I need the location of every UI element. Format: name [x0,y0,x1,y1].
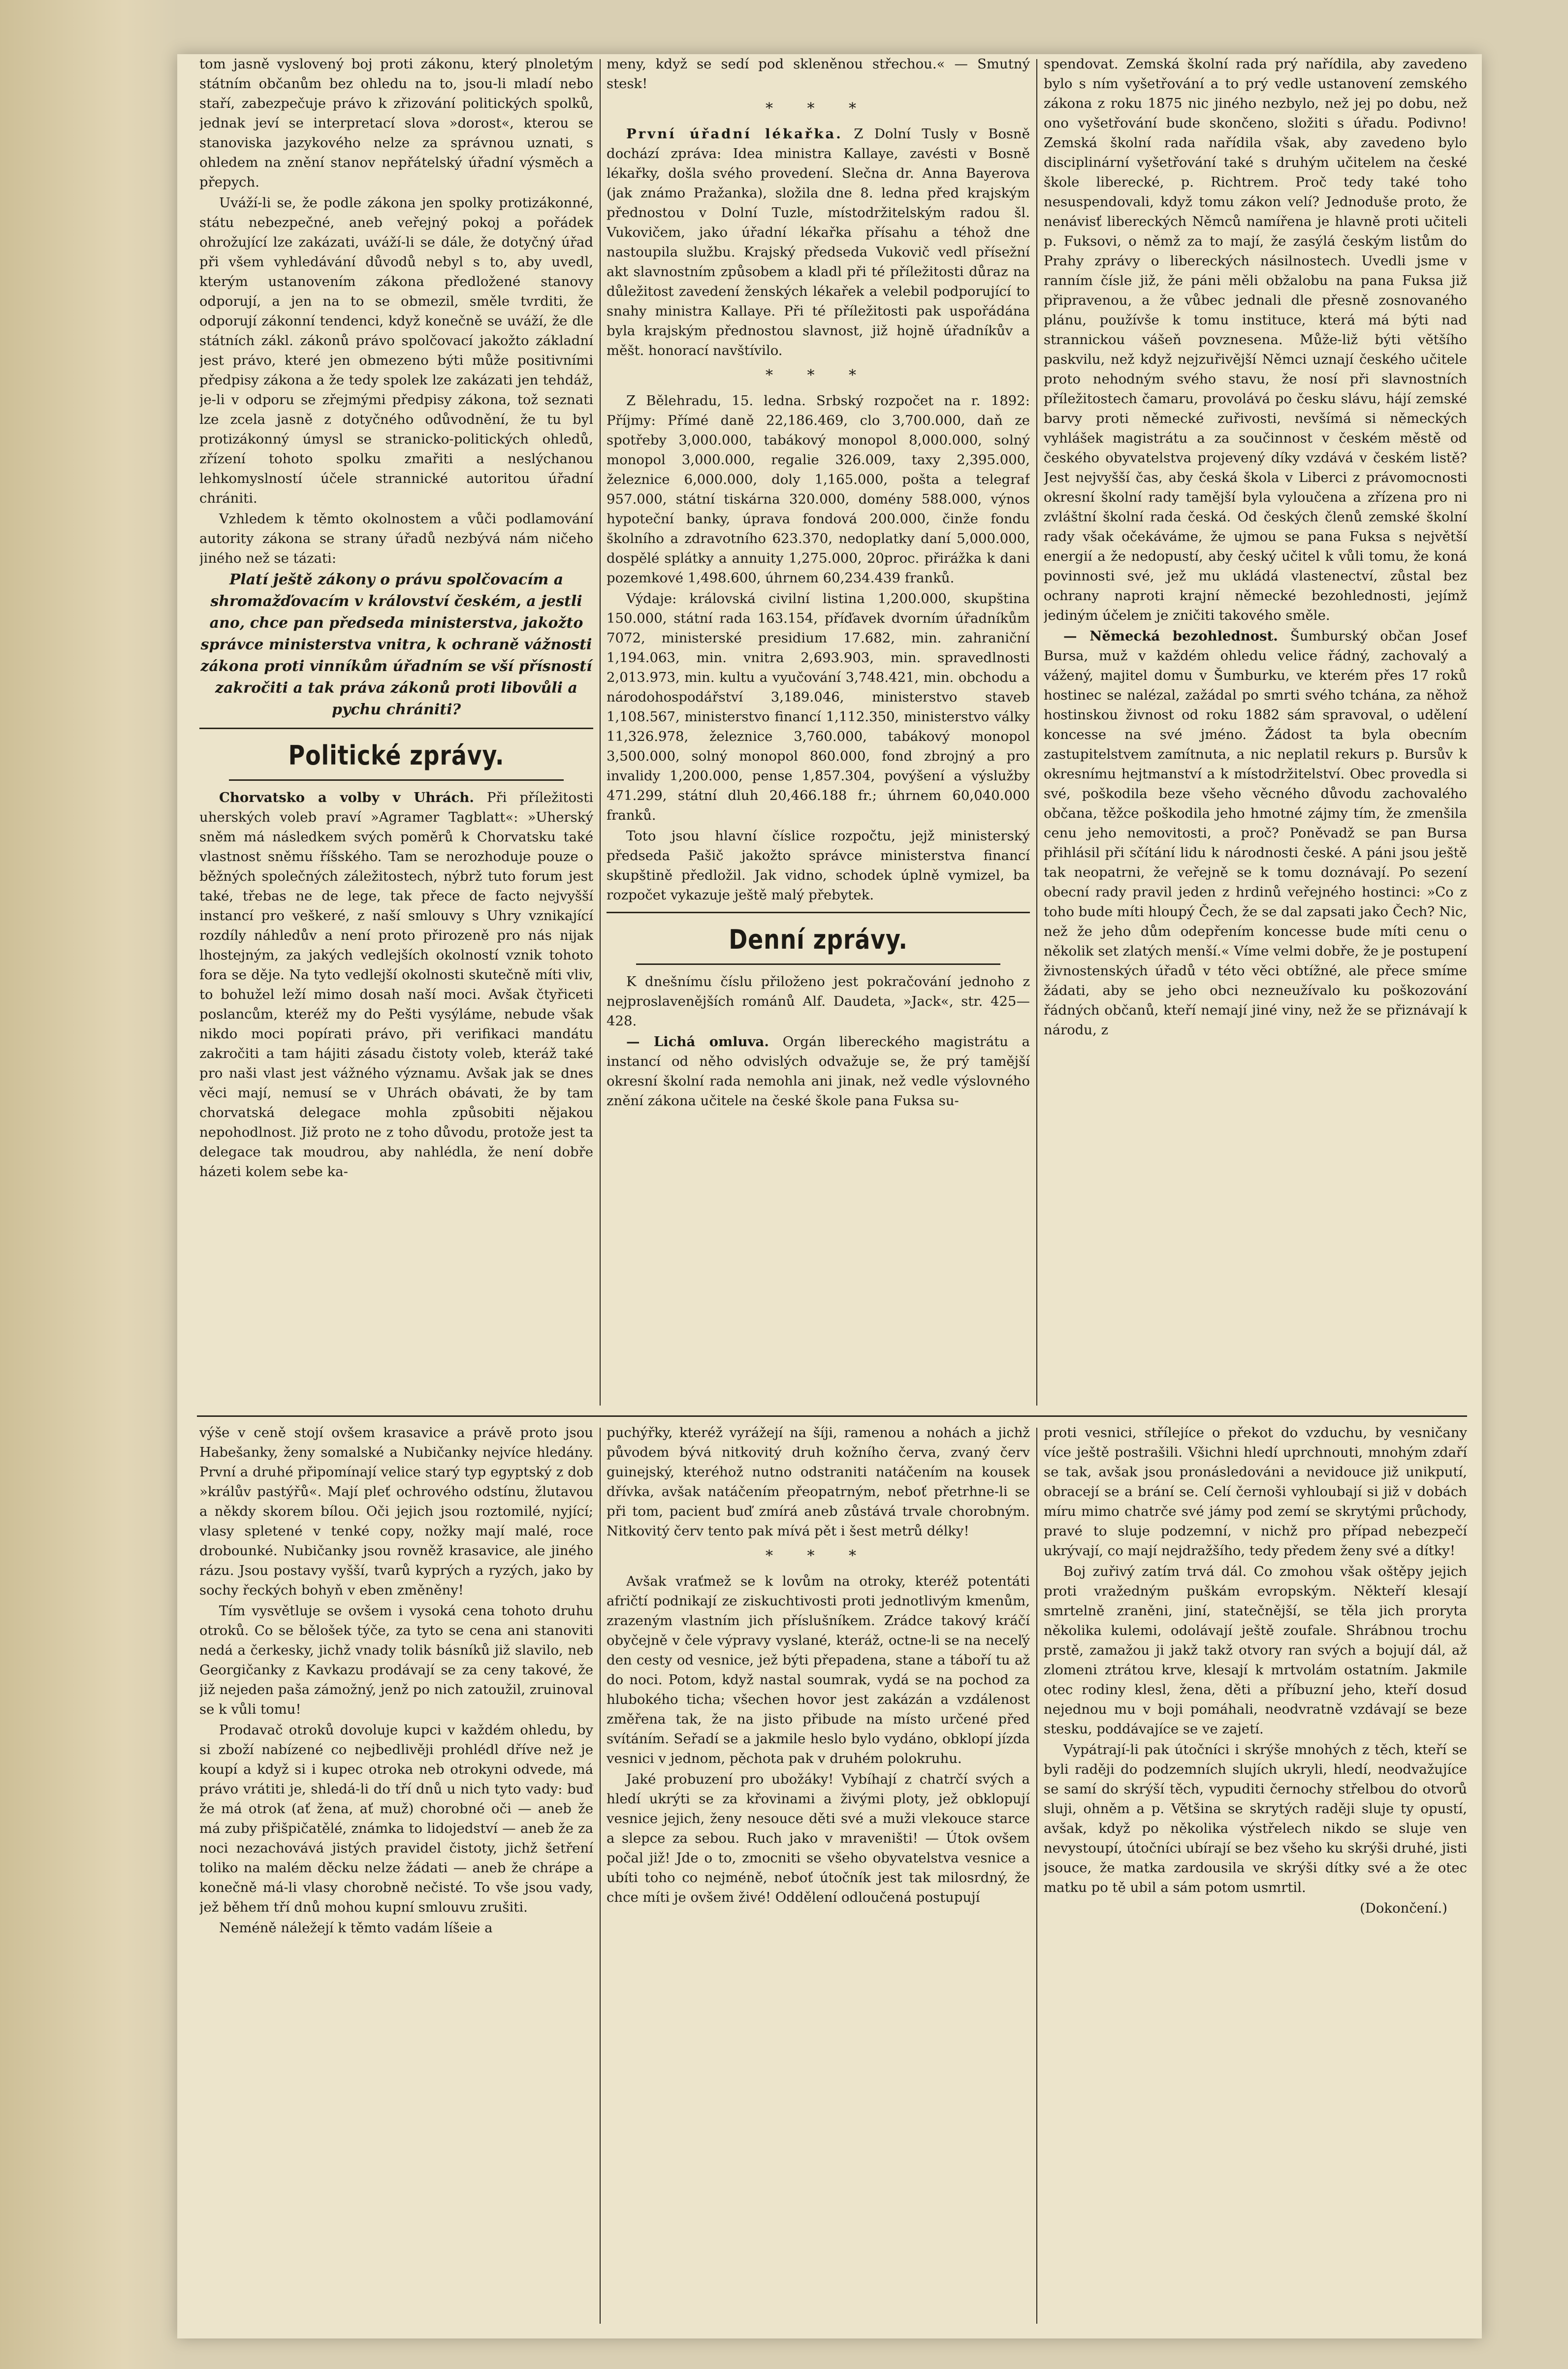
article-text: Vzhledem k těmto okolnostem a vůči podlamování autority zákona se strany úřadů nezbývá nám ničeho jiného než se tázati: [199,511,593,566]
article-lead: — Německá bezohlednost. [1063,628,1278,644]
separator-stars: * * * [765,1547,871,1565]
article-text: Vypátrají-li pak útočníci i skrýše mnohých z těch, kteří se byli raději do podzemních slujích ukryli, hledí, neodvažujíce se samí do skrýší těch, vypuditi černochy střelbou do otvorů sluji, ohněm a p. Většina se skrytých raději sluje ty opustí, avšak, když po několika výstřelech nikdo se sluje ven nevystoupí, útočníci ubírají se bez všeho ku skrýši druhé, jisti jsouce, že matka zardousila ve skrýši dítky své a že otec matku po tě ubil a sám potom usmrtil. [1044,1742,1467,1895]
feuilleton-divider [197,1415,1467,1417]
article-text: výše v ceně stojí ovšem krasavice a právě proto jsou Habešanky, ženy somalské a Nubičanky nejvíce hledány. První a druhé připomínají velice starý typ egyptský z dob »králův pastýřů«. Mají pleť ochrového odstínu, žlutavou a někdy skorem bílou. Oči jejich jsou roztomilé, nyjící; vlasy spletené v tenké copy, nožky mají malé, roce drobounké. Nubičanky jsou rovněž krasavice, ale jiného rázu. Jsou postavy vyšší, tvarů kyprých a ryzých, jako by sochy řeckých bohyň v eben změněny! [199,1425,593,1598]
section-heading-denni [607,912,1030,965]
feuilleton-column-3 [1044,1423,1467,2329]
column-rule [1036,59,1037,1406]
article-text: Jaké probuzení pro ubožáky! Vybíhají z chatrčí svých a hledí ukrýti se za křovinami a živými ploty, jež obklopují vesnice jejich, ženy nesouce děti své a muži vlekouce starce a slepce za sebou. Ruch jako v mraveništi! — Útok ovšem počal již! Jde o to, zmocniti se všeho obyvatelstva vesnice a ubíti toho co nejméně, neboť útočník jest tak milosrdný, že chce míti je ovšem živé! Oddělení odloučená postupují [607,1771,1030,1905]
article-text: Uváží-li se, že podle zákona jen spolky protizákonné, státu nebezpečné, aneb veřejný pokoj a pořádek ohrožující lze zakázati, uváží-li se dále, že dotyčný úřad při všem vyhledávání důvodů nebyl s to, aby uvedl, kterým ustanovením zákona předložené stanovy odporují, a jen na to se obmezil, směle tvrditi, že odporují zákonní tendenci, když konečně se uváží, že dle státních zákl. zákonů právo spolčovací jakožto základní jest právo, které jen obmezeno býti může positivními předpisy zákona a že tedy spolek lze zakázati jen tehdáž, je-li v odporu se zřejmými předpisy zákona, tož seznati lze zcela jasně z dotyčného odůvodnění, že tu byl protizákonný úmysl se stranicko-politických ohledů, zřízení tohoto spolku zmařiti a neslýchanou lehkomyslností účele strannické autoritou úřadní chrániti. [199,195,593,506]
column-rule [1036,1428,1037,2324]
article-text: Avšak vraťmež se k lovům na otroky, kteréž potentáti afričtí podnikají ze ziskuchtivosti proti jednotlivým kmenům, zrazeným vlastním jich příslušníkem. Zrádce takový kráčí obyčejně v čele výpravy vyslané, kteráž, octne-li se na neceľý den cesty od vesnice, jež býti přepadena, stane a táboří tu až do noci. Potom, když nastal soumrak, vydá se na pochod za hlubokého ticha; všechen hovor jest zakázán a vzdálenost změřena tak, že na jisto přibude na místo určené před svítáním. Seřadí se a jakmile heslo bylo vydáno, obklopí jízda vesnici v jednom, pěchota pak v druhém polokruhu. [607,1573,1030,1766]
article-lead: První úřadní lékařka. [626,126,843,142]
article-text: Z Dolní Tusly v Bosně dochází zpráva: Idea ministra Kallaye, zavésti v Bosně lékařky, došla svého provedení. Slečna dr. Anna Bayerova (jak známo Pražanka), složila dne 8. ledna před krajským přednostou v Dolní Tuzle, místodržitelským radou šl. Vukovičem, jako úřadní lékařka přísahu a téhož dne nastoupila službu. Krajský předseda Vukovič vedl přísežní akt slavnostním způsobem a kladl při té příležitosti důraz na důležitost zavedení ženských lékařek a velebil podporující to snahy ministra Kallaye. Při té příležitosti pak uspořádána byla krajským přednostou slavnost, již hojně úřadníkův a měšt. honorací navštívilo. [607,126,1030,358]
upper-column-3 [1044,54,1467,1410]
section-title: Denní zprávy. [729,924,908,955]
article-text: proti vesnici, střílejíce o překot do vzduchu, by vesničany více ještě postrašili. Všichni hledí uprchnouti, mnohým zdaří se tak, avšak jsou pronásledováni a nevidouce již unikputí, obracejí se a brání se. Celí černoši vyhloubají si již v dobách míru mimo chatrče své jámy pod zemí se skrytými průchody, pravé to sluje podzemní, v nichž pro případ nebezpečí ukrývají, co mají nejdražšího, tedy předem ženy své a dítky! [1044,1425,1467,1559]
article-text: Neméně náležejí k těmto vadám líšeie a [219,1920,493,1936]
article-text: tom jasně vyslovený boj proti zákonu, který plnoletým státním občanům bez ohledu na to, jsou-li mladí nebo staří, zabezpečuje právo k zřizování politických spolků, jednak jeví se interpretací slova »dorost«, kterou se stanoviska jazykového nelze za správnou uznati, s ohledem na znění stanov nepřátelský úřadní výsměch a přepych. [199,56,593,190]
article-text: puchýřky, kteréž vyrážejí na šíji, ramenou a nohách a jichž původem bývá nitkovitý druh kožního červa, zvaný červ guinejský, kteréhož nutno odstraniti natáčením na kousek dřívka, avšak natáčením přeopatrným, neboť přetrhne-li se při tom, pacient buď zmírá aneb zůstává trvale chorobným. Nitkovitý červ tento pak mívá pět i šest metrů délky! [607,1425,1030,1539]
article-text: spendovat. Zemská školní rada prý nařídila, aby zavedeno bylo s ním vyšetřování a to prý vedle ustanovení zemského zákona z roku 1875 nic jiného nezbylo, než jej po dobu, než ono vyšetřování bude skončeno, složiti s úřadu. Podivno! Zemská školní rada nařídila však, aby zavedeno bylo disciplinární vyšetřování také s druhým učitelem na české škole liberecké, p. Richtrem. Proč tedy také toho nesuspendovali, když tomu zákon velí? Jednoduše proto, že nenávisť libereckých Němců namířena je hlavně proti učiteli p. Fuksovi, o němž za to mají, že zasýlá českým listům do Prahy zprávy o libereckých násilnostech. Uvedli jsme v ranním čísle již, že páni měli obžalobu na pana Fuksa již připravenou, a že vůbec jednali dle přesně zosnovaného plánu, používše k tomu instituce, která má býti nad strannickou vášeň povznesena. Může-liž býti většího paskvilu, než když nejzuřivější Němci uznají českého učitele proto nehodným svého stavu, že nosí při slavnostních příležitostech čamaru, provolává po česku slávu, hájí zemské barvy proti německé zuřivosti, nevšímá si německých vyhlášek magistrátu a za součinnost v českém městě od českého obyvatelstva projevený díky vzdává v českém listě? Jest nejvyšší čas, aby česká škola v Liberci z právomocnosti okresní školní rady tamější byla vyloučena a zřízena pro ni zvláštní školní rada česká. Od českých členů zemské školní rady však očekáváme, že ujmou se pana Fuksa s největší energií a že nedopustí, aby český učitel k vůli tomu, že koná povinnosti své, jež mu ukládá vlastenectví, zůstal bez ochrany naproti krajní německé bezohlednosti, jejímž jediným účelem je zničiti takového směle. [1044,56,1467,623]
article-text: Orgán libereckého magistrátu a instancí od něho odvislých odvažuje se, že prý tamější okresní školní rada nemohla ani jinak, než vedle výslovného znění zákona učitele na české škole pana Fuksa su- [607,1034,1030,1109]
separator-stars: * * * [765,100,871,117]
section-title: Politické zprávy. [288,740,505,771]
article-text: Toto jsou hlavní číslice rozpočtu, jejž ministerský předseda Pašič jakožto správce ministerstva financí skupštině předložil. Jak vidno, schodek úplně vymizel, ba rozpočet vykazuje ještě malý přebytek. [607,828,1030,903]
article-text: Šumburský občan Josef Bursa, muž v každém ohledu velice řádný, zachovalý a vážený, majitel domu v Šumburku, ve kterém přes 17 roků hostinec se nalézal, zažádal po smrti svého tchána, za něhož hostinskou živnost od roku 1882 sám spravoval, o udělení koncesse na své jméno. Žádost ta byla obecním zastupitelstvem zamítnuta, a nic neplatil rekurs p. Bursův k okresnímu hejtmanství a k místodržitelství. Obec provedla si své, poškodila beze všeho věcného důvodu zachovalého občana, těžce poškodila jeho hmotné zájmy tím, že zmenšila cenu jeho nemovitosti, a proč? Poněvadž se pan Bursa přihlásil při sčítání lidu k národnosti české. A páni jsou ještě tak neopatrni, že veřejně se k tomu doznávají. Po sezení obecní rady pravil jeden z hrdinů veřejného hostinci: »Co z toho bude míti hloupý Čech, že se dal zapsati jako Čech? Nic, než že jeho dům odepřením koncesse bude míti cenu o několik set zlatých menší.« Víme velmi dobře, že je postupení živnostenských úřadů v této věci obtížné, ale přece smíme žádati, aby se jeho obci nezneužívalo ku poškozování řádných občanů, kteří nemají jiné viny, než že se přiznávají k národu, z [1044,628,1467,1038]
section-heading-politicke [199,728,593,781]
article-text: Prodavač otroků dovoluje kupci v každém ohledu, by si zboží nabízené co nejbedlivěji prohlédl dříve než je koupí a když si i kupec otroka neb otrokyni odvede, má právo vrátiti je, shledá-li do tří dnů u nich tyto vady: buď že má otrok (ať žena, ať muž) chorobné oči — aneb že má zuby přišpičatělé, známka to lidojedství — aneb že za noci nezachovává jistých pravidel čistoty, jichž šetření toliko na malém děcku nelze žádati — aneb že chrápe a konečně má-li vlasy chorobně nečisté. To vše jsou vady, jež během tří dnů mohou kupní smlouvu zrušiti. [199,1722,593,1915]
title-underline [229,779,564,781]
column-rule [600,59,601,1406]
article-text: meny, když se sedí pod skleněnou střechou.« — Smutný stesk! [607,56,1030,92]
separator-stars: * * * [765,367,871,384]
title-underline [636,963,1000,965]
article-text: Tím vysvětluje se ovšem i vysoká cena tohoto druhu otroků. Co se bělošek týče, za tyto se cena ani stanoviti nedá a čerkesky, jichž vnady tolik básníků již slavilo, neb Georgičanky z Kavkazu prodávají se za ceny takové, že již nejeden paša zámožný, jenž po nich zatoužil, zruinoval se k vůli tomu! [199,1603,593,1717]
article-text: Boj zuřivý zatím trvá dál. Co zmohou však oštěpy jejich proti vražedným puškám evropským. Někteří klesají smrtelně zraněni, jiní, statečnější, se těla jich proryta několika kulemi, odolávají ještě zoufale. Shrábnou trochu prstě, zamažou ji jakž takž otvory ran svých a bojují dál, až zlomeni ztrátou krve, klesají k mrtvolám ostatním. Jakmile otec rodiny klesl, žena, děti a příbuzní jeho, kteří dosud nejednou mu v boji pomáhali, neodvratně vzdávají se beze stesku, poddávajíce se ve zajetí. [1044,1564,1467,1737]
feuilleton-column-2 [607,1423,1030,2329]
article-text: Z Bělehradu, 15. ledna. Srbský rozpočet na r. 1892: Příjmy: Přímé daně 22,186.469, clo 3,700.000, daň ze spotřeby 3,000.000, tabákový monopol 8,000.000, solný monopol 3,000.000, regalie 326.009, taxy 2,395.000, železnice 6,000.000, doly 1,165.000, pošta a telegraf 957.000, státní tiskárna 320.000, domény 588.000, výnos hypoteční banky, úprava fondová 200.000, činže fondu školního a zdravotního 623.370, nedoplatky daní 5,000.000, dospělé splátky a annuity 1,275.000, 20proc. přirážka k dani pozemkové 1,498.600, úhrnem 60,234.439 franků. [607,393,1030,586]
upper-column-2 [607,54,1030,1410]
upper-column-1 [199,54,593,1410]
article-text: Při příležitosti uherských voleb praví »Agramer Tagblatt«: »Uherský sněm má následkem svých poměrů k Chorvatsku také vlastnost sněmu říšského. Tam se nerozhoduje pouze o běžných společných záležitostech, nýbrž tuto forum jest také, třebas ne de lege, tak přece de facto nejvyšší instancí pro veškeré, z naší smlouvy s Uhry vznikající rozdíly náhledův a není proto přirozeně pro nás nijak lhostejným, za jakých vedlejších okolností vznik tohoto fora se děje. Na tyto vedlejší okolnosti skutečně míti vliv, to bohužel leží mimo dosah naší moci. Avšak čtyřiceti poslancům, kteréž my do Pešti vysýláme, nebude však nikdo moci popírati právo, při verifikaci mandátu zakročiti a tam hájiti zásadu čistoty voleb, kteráž také pro naši vlast jest vážného významu. Avšak jak se dnes věci mají, nemusí se v Uhrách obávati, že by tam chorvatská delegace mohla způsobiti nějakou nepohodlnost. Již proto ne z toho důvodu, protože jest ta delegace tak moudrou, aby nahlédla, že není dobře házeti kolem sebe ka- [199,790,593,1180]
feuilleton-section [177,1423,1482,2334]
feuilleton-column-1 [199,1423,593,2329]
upper-section [177,54,1482,1410]
binding-margin [0,0,177,2369]
article-text: K dnešnímu číslu přiloženo jest pokračování jednoho z nejproslavenějších románů Alf. Daudeta, »Jack«, str. 425—428. [607,974,1030,1029]
article-lead: — Lichá omluva. [626,1034,769,1050]
column-rule [600,1428,601,2324]
newspaper-page [177,54,1482,2338]
continuation-note: (Dokončení.) [1360,1900,1447,1916]
interpellation-question: Platí ještě zákony o právu spolčovacím a shromažďovacím v království českém, a jestli ano, chce pan předseda ministerstva, jakožto správce ministerstva vnitra, k ochraně vážnosti zákona proti vinníkům úřadním se vší přísností zakročiti a tak práva zákonů proti libovůli a pychu chrániti? [200,571,592,718]
article-text: Výdaje: královská civilní listina 1,200.000, skupština 150.000, státní rada 163.154, příďavek dvorním úřadníkům 7072, ministerské presidium 17.682, min. zahraniční 1,194.063, min. vnitra 2,693.903, min. spravedlnosti 2,013.973, min. kultu a vyučování 3,748.421, min. obchodu a národohospodářství 3,189.046, ministerstvo staveb 1,108.567, ministerstvo financí 1,112.350, ministerstvo války 11,326.978, železnice 3,760.000, tabákový monopol 3,500.000, solný monopol 860.000, fond zbrojný a pro invalidy 1,200.000, pense 1,857.304, povýšení a výslužby 471.299, státní dluh 20,466.188 fr.; úhrnem 60,040.000 franků. [607,591,1030,823]
article-lead: Chorvatsko a volby v Uhrách. [219,790,474,805]
